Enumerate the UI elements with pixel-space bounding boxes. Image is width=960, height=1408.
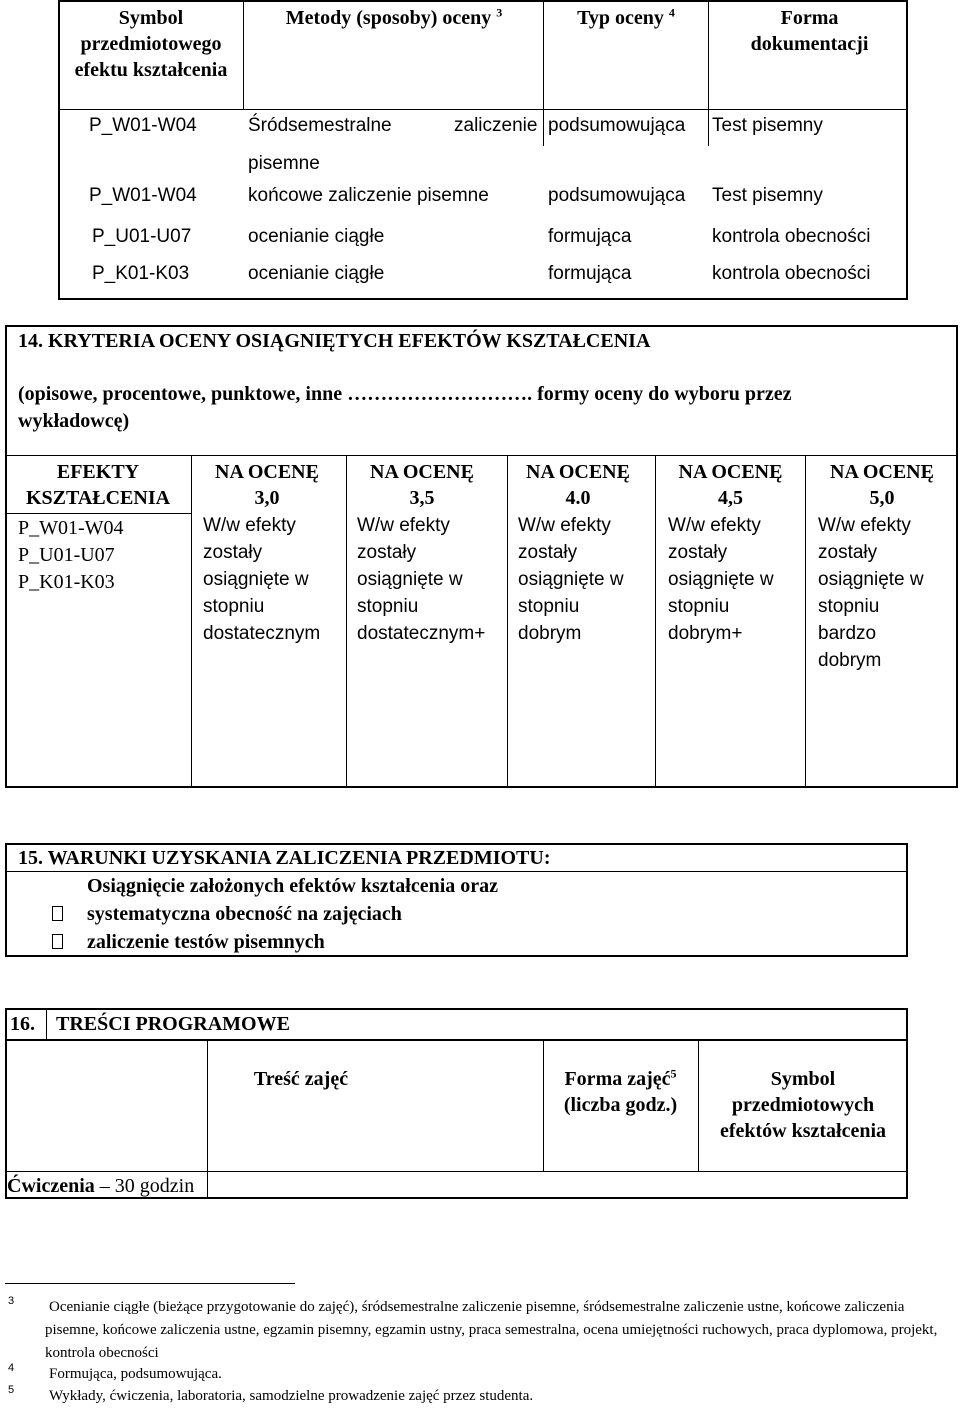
grade-value: 4,5 bbox=[718, 487, 743, 509]
grade-desc: zostały bbox=[357, 542, 417, 563]
grade-value: 5,0 bbox=[869, 487, 895, 509]
grade-label: NA OCENĘ bbox=[215, 461, 319, 483]
header-form: Forma dokumentacji bbox=[750, 7, 869, 55]
footnote-text: Wykłady, ćwiczenia, laboratoria, samodzielne prowadzenie zajęć przez studenta. bbox=[49, 1388, 534, 1404]
exercises-hours: – 30 godzin bbox=[99, 1175, 195, 1197]
condition-text: systematyczna obecność na zajęciach bbox=[87, 903, 402, 925]
grade-desc: osiągnięte w bbox=[818, 569, 924, 590]
program-col-form-text: Forma zajęć bbox=[564, 1068, 671, 1090]
methods-table-divider bbox=[543, 110, 544, 146]
grade-column-4-5 bbox=[668, 459, 803, 647]
grade-desc: dobrym+ bbox=[668, 623, 743, 644]
row-method: końcowe zaliczenie pisemne bbox=[248, 185, 489, 206]
grade-value: 3,5 bbox=[409, 487, 435, 509]
conditions-intro: Osiągnięcie założonych efektów kształcenia oraz bbox=[87, 875, 499, 897]
effect-code: P_W01-W04 bbox=[18, 517, 124, 539]
grade-desc: osiągnięte w bbox=[357, 569, 463, 590]
exercises-row bbox=[7, 1173, 194, 1199]
section-14-title: 14. KRYTERIA OCENY OSIĄGNIĘTYCH EFEKTÓW KSZTAŁCENIA bbox=[18, 330, 651, 352]
section-16-number: 16. bbox=[10, 1013, 35, 1035]
row-form: Test pisemny bbox=[712, 115, 823, 136]
methods-table-divider bbox=[708, 110, 709, 146]
grade-value: 3,0 bbox=[254, 487, 280, 509]
grades-table-divider bbox=[655, 455, 656, 788]
program-table-divider bbox=[543, 1041, 544, 1171]
grades-table-top-rule bbox=[5, 455, 958, 456]
effect-code: P_K01-K03 bbox=[18, 571, 115, 593]
footnote-number: 5 bbox=[8, 1384, 15, 1396]
row-type: formująca bbox=[548, 226, 632, 247]
grade-desc: stopniu bbox=[668, 596, 730, 617]
grades-table-divider bbox=[346, 455, 347, 788]
grade-desc: zostały bbox=[518, 542, 578, 563]
row-symbol: P_W01-W04 bbox=[89, 115, 197, 136]
grades-table-divider bbox=[191, 455, 192, 788]
row-symbol: P_U01-U07 bbox=[92, 226, 192, 247]
grade-desc: dostatecznym bbox=[203, 623, 321, 644]
program-table-divider bbox=[698, 1041, 699, 1171]
footnote-ref-4[interactable]: 4 bbox=[668, 5, 675, 20]
program-header-divider bbox=[46, 1008, 47, 1041]
row-form: kontrola obecności bbox=[712, 263, 871, 284]
row-method: Śródsemestralne bbox=[248, 115, 392, 136]
grade-value: 4.0 bbox=[565, 487, 591, 509]
grade-desc: osiągnięte w bbox=[668, 569, 774, 590]
methods-table-divider bbox=[708, 0, 709, 110]
program-col-form-hours: (liczba godz.) bbox=[563, 1094, 678, 1116]
methods-table-divider bbox=[243, 0, 244, 110]
condition-text: zaliczenie testów pisemnych bbox=[87, 931, 325, 953]
header-methods bbox=[246, 5, 542, 31]
grades-table-divider bbox=[805, 455, 806, 788]
grade-desc: dobrym bbox=[518, 623, 582, 644]
grade-desc: stopniu bbox=[203, 596, 265, 617]
grade-column-4-0 bbox=[518, 459, 653, 647]
program-table-rule bbox=[5, 1171, 908, 1172]
footnote-ref-3[interactable]: 3 bbox=[496, 5, 503, 20]
section-15-title: 15. WARUNKI UZYSKANIA ZALICZENIA PRZEDMIOTU: bbox=[18, 847, 551, 869]
footnote-ref-5[interactable]: 5 bbox=[670, 1066, 677, 1081]
row-symbol: P_K01-K03 bbox=[92, 263, 190, 284]
footnote-number: 4 bbox=[8, 1362, 15, 1374]
row-type: formująca bbox=[548, 263, 632, 284]
program-col-content: Treść zajęć bbox=[253, 1068, 349, 1090]
bullet-box-icon bbox=[52, 906, 63, 921]
effects-header: EFEKTY KSZTAŁCENIA bbox=[25, 461, 171, 509]
grade-desc: zostały bbox=[203, 542, 263, 563]
row-method: ocenianie ciągłe bbox=[248, 263, 385, 284]
grade-desc: W/w efekty bbox=[668, 515, 761, 536]
row-method-continued: pisemne bbox=[248, 153, 320, 174]
row-form: kontrola obecności bbox=[712, 226, 871, 247]
grade-desc: W/w efekty bbox=[203, 515, 296, 536]
section-15-title-rule bbox=[5, 871, 908, 872]
bullet-box-icon bbox=[52, 934, 63, 949]
grade-desc: stopniu bbox=[518, 596, 580, 617]
row-form: Test pisemny bbox=[712, 185, 823, 206]
grade-desc: dobrym bbox=[818, 650, 882, 671]
grade-desc: osiągnięte w bbox=[203, 569, 309, 590]
grade-desc: bardzo bbox=[818, 623, 877, 644]
grade-desc: zostały bbox=[818, 542, 878, 563]
program-col-symbol: Symbol przedmiotowych efektów kształcenia bbox=[719, 1068, 887, 1142]
grade-desc: W/w efekty bbox=[818, 515, 911, 536]
grade-desc: dostatecznym+ bbox=[357, 623, 486, 644]
header-methods-label: Metody (sposoby) oceny bbox=[285, 7, 492, 29]
section-14-subtitle: wykładowcę) bbox=[18, 410, 130, 432]
row-type: podsumowująca bbox=[548, 115, 686, 136]
row-method: zaliczenie bbox=[454, 115, 538, 136]
row-method: ocenianie ciągłe bbox=[248, 226, 385, 247]
effect-code: P_U01-U07 bbox=[18, 544, 115, 566]
grades-effects-rule bbox=[5, 513, 191, 514]
grades-table-divider bbox=[507, 455, 508, 788]
grade-label: NA OCENĘ bbox=[678, 461, 783, 483]
grade-label: NA OCENĘ bbox=[370, 461, 474, 483]
header-symbol: Symbol przedmiotowego efektu kształcenia bbox=[74, 7, 228, 81]
section-16-title: TREŚCI PROGRAMOWE bbox=[56, 1013, 290, 1035]
footnote-number: 3 bbox=[8, 1295, 15, 1307]
grade-desc: stopniu bbox=[357, 596, 419, 617]
program-col-form bbox=[548, 1066, 693, 1118]
program-table-divider bbox=[207, 1041, 208, 1199]
footnote-text: Ocenianie ciągłe (bieżące przygotowanie do zajęć), śródsemestralne zaliczenie pisemne, śródsemestralne zaliczenie ustne, końcowe zaliczenia pisemne, końcowe zaliczenia ustne, egzamin pisemny, egzamin ustny, praca semestralna, ocena umiejętności ruchowych, praca dyplomowa, projekt, kontrola obecności bbox=[45, 1299, 938, 1361]
grade-column-3-0 bbox=[203, 459, 343, 647]
grade-label: NA OCENĘ bbox=[830, 461, 934, 483]
row-symbol: P_W01-W04 bbox=[89, 185, 197, 206]
exercises-label: Ćwiczenia bbox=[7, 1175, 95, 1197]
grade-desc: osiągnięte w bbox=[518, 569, 624, 590]
program-col-form-label bbox=[548, 1066, 693, 1092]
header-type bbox=[546, 5, 706, 31]
grade-label: NA OCENĘ bbox=[526, 461, 630, 483]
grade-desc: zostały bbox=[668, 542, 728, 563]
row-type: podsumowująca bbox=[548, 185, 686, 206]
grade-desc: W/w efekty bbox=[518, 515, 611, 536]
methods-table-divider bbox=[543, 0, 544, 110]
grade-column-3-5 bbox=[357, 459, 505, 647]
grade-column-5-0 bbox=[818, 459, 956, 674]
section-14-subtitle: (opisowe, procentowe, punktowe, inne ………………………. formy oceny do wyboru przez bbox=[18, 383, 792, 405]
footnote-text: Formująca, podsumowująca. bbox=[49, 1366, 222, 1382]
methods-table-header-rule bbox=[58, 109, 908, 110]
header-type-label: Typ oceny bbox=[577, 7, 664, 29]
grade-desc: W/w efekty bbox=[357, 515, 450, 536]
footnote-separator bbox=[5, 1283, 295, 1284]
grade-desc: stopniu bbox=[818, 596, 880, 617]
